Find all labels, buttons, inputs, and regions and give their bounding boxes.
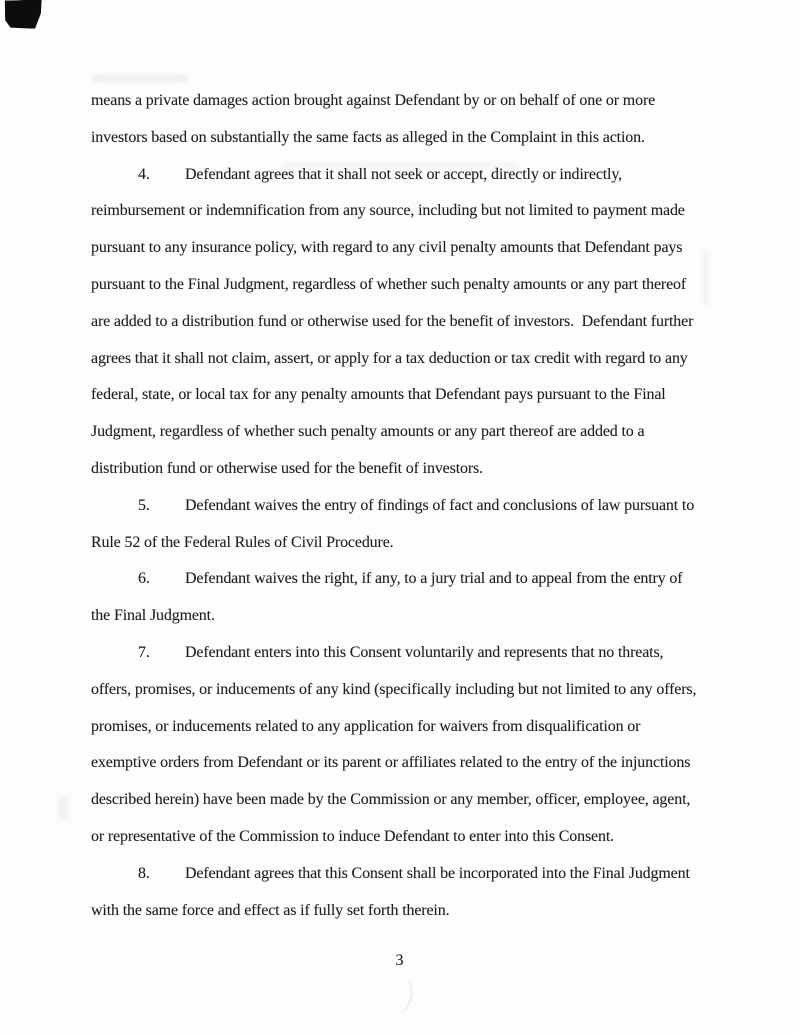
document-line	[91, 525, 751, 562]
line-text: Defendant waives the right, if any, to a jury trial and to appeal from the entry of	[185, 570, 683, 588]
line-text: Defendant agrees that it shall not seek or accept, directly or indirectly,	[185, 165, 623, 183]
paragraph-number: 8.	[138, 864, 150, 882]
document-line	[91, 635, 751, 672]
document-line	[91, 488, 751, 525]
line-text: or representative of the Commission to induce Defendant to enter into this Consent.	[91, 827, 614, 845]
paragraph-number: 6.	[138, 570, 150, 588]
line-text: reimbursement or indemnification from any source, including but not limited to payment made	[91, 202, 685, 220]
line-text: described herein) have been made by the Commission or any member, officer, employee, agent,	[91, 791, 691, 809]
line-text: agrees that it shall not claim, assert, or apply for a tax deduction or tax credit with regard to any	[91, 349, 688, 367]
paragraph-number: 4.	[138, 165, 150, 183]
line-text: are added to a distribution fund or otherwise used for the benefit of investors. Defendant further	[91, 312, 694, 330]
document-line	[91, 598, 751, 635]
line-text: means a private damages action brought against Defendant by or on behalf of one or more	[91, 92, 656, 109]
line-text: Defendant agrees that this Consent shall be incorporated into the Final Judgment	[185, 864, 690, 882]
line-text: pursuant to any insurance policy, with regard to any civil penalty amounts that Defendant pays	[91, 239, 683, 257]
scan-pen-mark	[386, 976, 416, 1016]
document-line	[91, 230, 751, 267]
document-line	[91, 451, 751, 488]
line-text: promises, or inducements related to any application for waivers from disqualification or	[91, 717, 641, 735]
line-text: federal, state, or local tax for any penalty amounts that Defendant pays pursuant to the Final	[91, 386, 666, 404]
scan-smudge	[58, 795, 68, 821]
scan-artifact-corner	[5, 0, 43, 29]
line-text: Judgment, regardless of whether such penalty amounts or any part thereof are added to a	[91, 423, 645, 441]
document-line	[91, 193, 751, 230]
document-line	[91, 414, 751, 451]
line-text: distribution fund or otherwise used for the benefit of investors.	[91, 459, 483, 477]
document-line	[91, 819, 751, 856]
document-line	[91, 341, 751, 378]
document-line	[91, 709, 751, 746]
document-line	[91, 120, 751, 157]
document-line	[91, 83, 751, 120]
line-text: investors based on substantially the same facts as alleged in the Complaint in this action.	[91, 128, 645, 146]
line-text: with the same force and effect as if fully set forth therein.	[91, 901, 450, 919]
line-text: pursuant to the Final Judgment, regardless of whether such penalty amounts or any part thereof	[91, 275, 687, 293]
document-line	[91, 267, 751, 304]
document-body	[91, 83, 751, 929]
document-line	[91, 157, 751, 194]
line-text: exemptive orders from Defendant or its parent or affiliates related to the entry of the injunctions	[91, 754, 691, 772]
document-line	[91, 304, 751, 341]
line-text: Defendant waives the entry of findings of fact and conclusions of law pursuant to	[185, 496, 695, 514]
page-number: 3	[395, 952, 404, 969]
scan-smudge	[92, 75, 188, 82]
document-line	[91, 377, 751, 414]
paragraph-number: 7.	[138, 643, 150, 661]
document-line	[91, 782, 751, 819]
line-text: offers, promises, or inducements of any kind (specifically including but not limited to any offers,	[91, 680, 697, 698]
document-line	[91, 561, 751, 598]
line-text: the Final Judgment.	[91, 607, 215, 625]
line-text: Rule 52 of the Federal Rules of Civil Procedure.	[91, 533, 394, 551]
paragraph-number: 5.	[138, 496, 150, 514]
document-line	[91, 672, 751, 709]
document-line	[91, 745, 751, 782]
document-line	[91, 856, 751, 893]
document-line	[91, 893, 751, 930]
line-text: Defendant enters into this Consent voluntarily and represents that no threats,	[185, 643, 664, 661]
